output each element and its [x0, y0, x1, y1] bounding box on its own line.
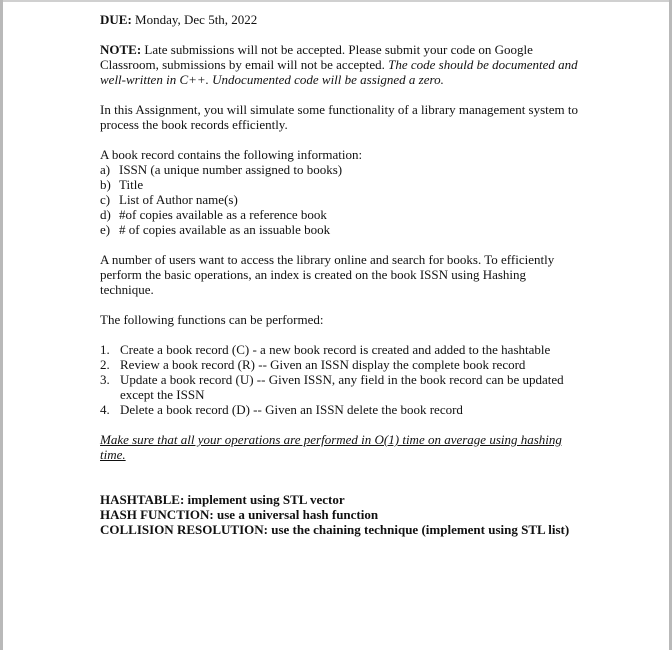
note-paragraph [100, 42, 580, 87]
list-item-text: Review a book record (R) -- Given an ISSN display the complete book record [120, 357, 526, 372]
page-frame-left [0, 0, 3, 650]
list-item [100, 372, 580, 402]
list-item-text: Title [119, 177, 144, 192]
list-item [100, 207, 580, 222]
due-date: Monday, Dec 5th, 2022 [131, 12, 258, 27]
due-label: DUE: [100, 12, 132, 27]
list-item [100, 402, 580, 417]
users-paragraph: A number of users want to access the library online and search for books. To efficiently perform the basic operations, an index is created on the book ISSN using Hashing technique. [100, 252, 555, 297]
list-marker: a) [100, 162, 111, 177]
list-marker: 1. [100, 342, 110, 357]
list-item-text: ISSN (a unique number assigned to books) [119, 162, 343, 177]
requirement-hashtable: HASHTABLE: implement using STL vector [100, 492, 345, 507]
list-marker: d) [100, 207, 111, 222]
list-marker: e) [100, 222, 111, 237]
list-item [100, 192, 580, 207]
list-item-text: # of copies available as an issuable book [119, 222, 331, 237]
note-italic: The code should be documented and well-written in C++. Undocumented code will be assigned a zero. [100, 57, 578, 87]
list-marker: c) [100, 192, 111, 207]
list-marker: 2. [100, 357, 110, 372]
list-item-text: Create a book record (C) - a new book record is created and added to the hashtable [120, 342, 551, 357]
list-item [100, 162, 580, 177]
list-item-text: Update a book record (U) -- Given ISSN, any field in the book record can be updated except the ISSN [120, 372, 564, 402]
record-heading: A book record contains the following information: [100, 147, 363, 162]
list-item-text: List of Author name(s) [119, 192, 238, 207]
note-label: NOTE: [100, 42, 142, 57]
requirement-collision: COLLISION RESOLUTION: use the chaining technique (implement using STL list) [100, 522, 570, 537]
list-marker: 3. [100, 372, 110, 387]
note-text: Late submissions will not be accepted. Please submit your code on Google Classroom, submissions by email will not be accepted. [100, 42, 533, 72]
functions-heading: The following functions can be performed: [100, 312, 324, 327]
list-marker: 4. [100, 402, 110, 417]
list-item [100, 177, 580, 192]
record-list [100, 162, 580, 237]
list-item-text: Delete a book record (D) -- Given an ISSN delete the book record [120, 402, 463, 417]
list-item [100, 222, 580, 237]
list-marker: b) [100, 177, 111, 192]
intro-paragraph: In this Assignment, you will simulate some functionality of a library management system to process the book records efficiently. [100, 102, 579, 132]
list-item [100, 357, 580, 372]
list-item [100, 342, 580, 357]
due-line [100, 12, 580, 27]
emphasis-note: Make sure that all your operations are performed in O(1) time on average using hashing time. [100, 432, 562, 462]
page-frame-top [0, 0, 672, 2]
requirement-hash-function: HASH FUNCTION: use a universal hash function [100, 507, 379, 522]
functions-list [100, 342, 580, 417]
list-item-text: #of copies available as a reference book [119, 207, 327, 222]
document-page [100, 12, 580, 537]
